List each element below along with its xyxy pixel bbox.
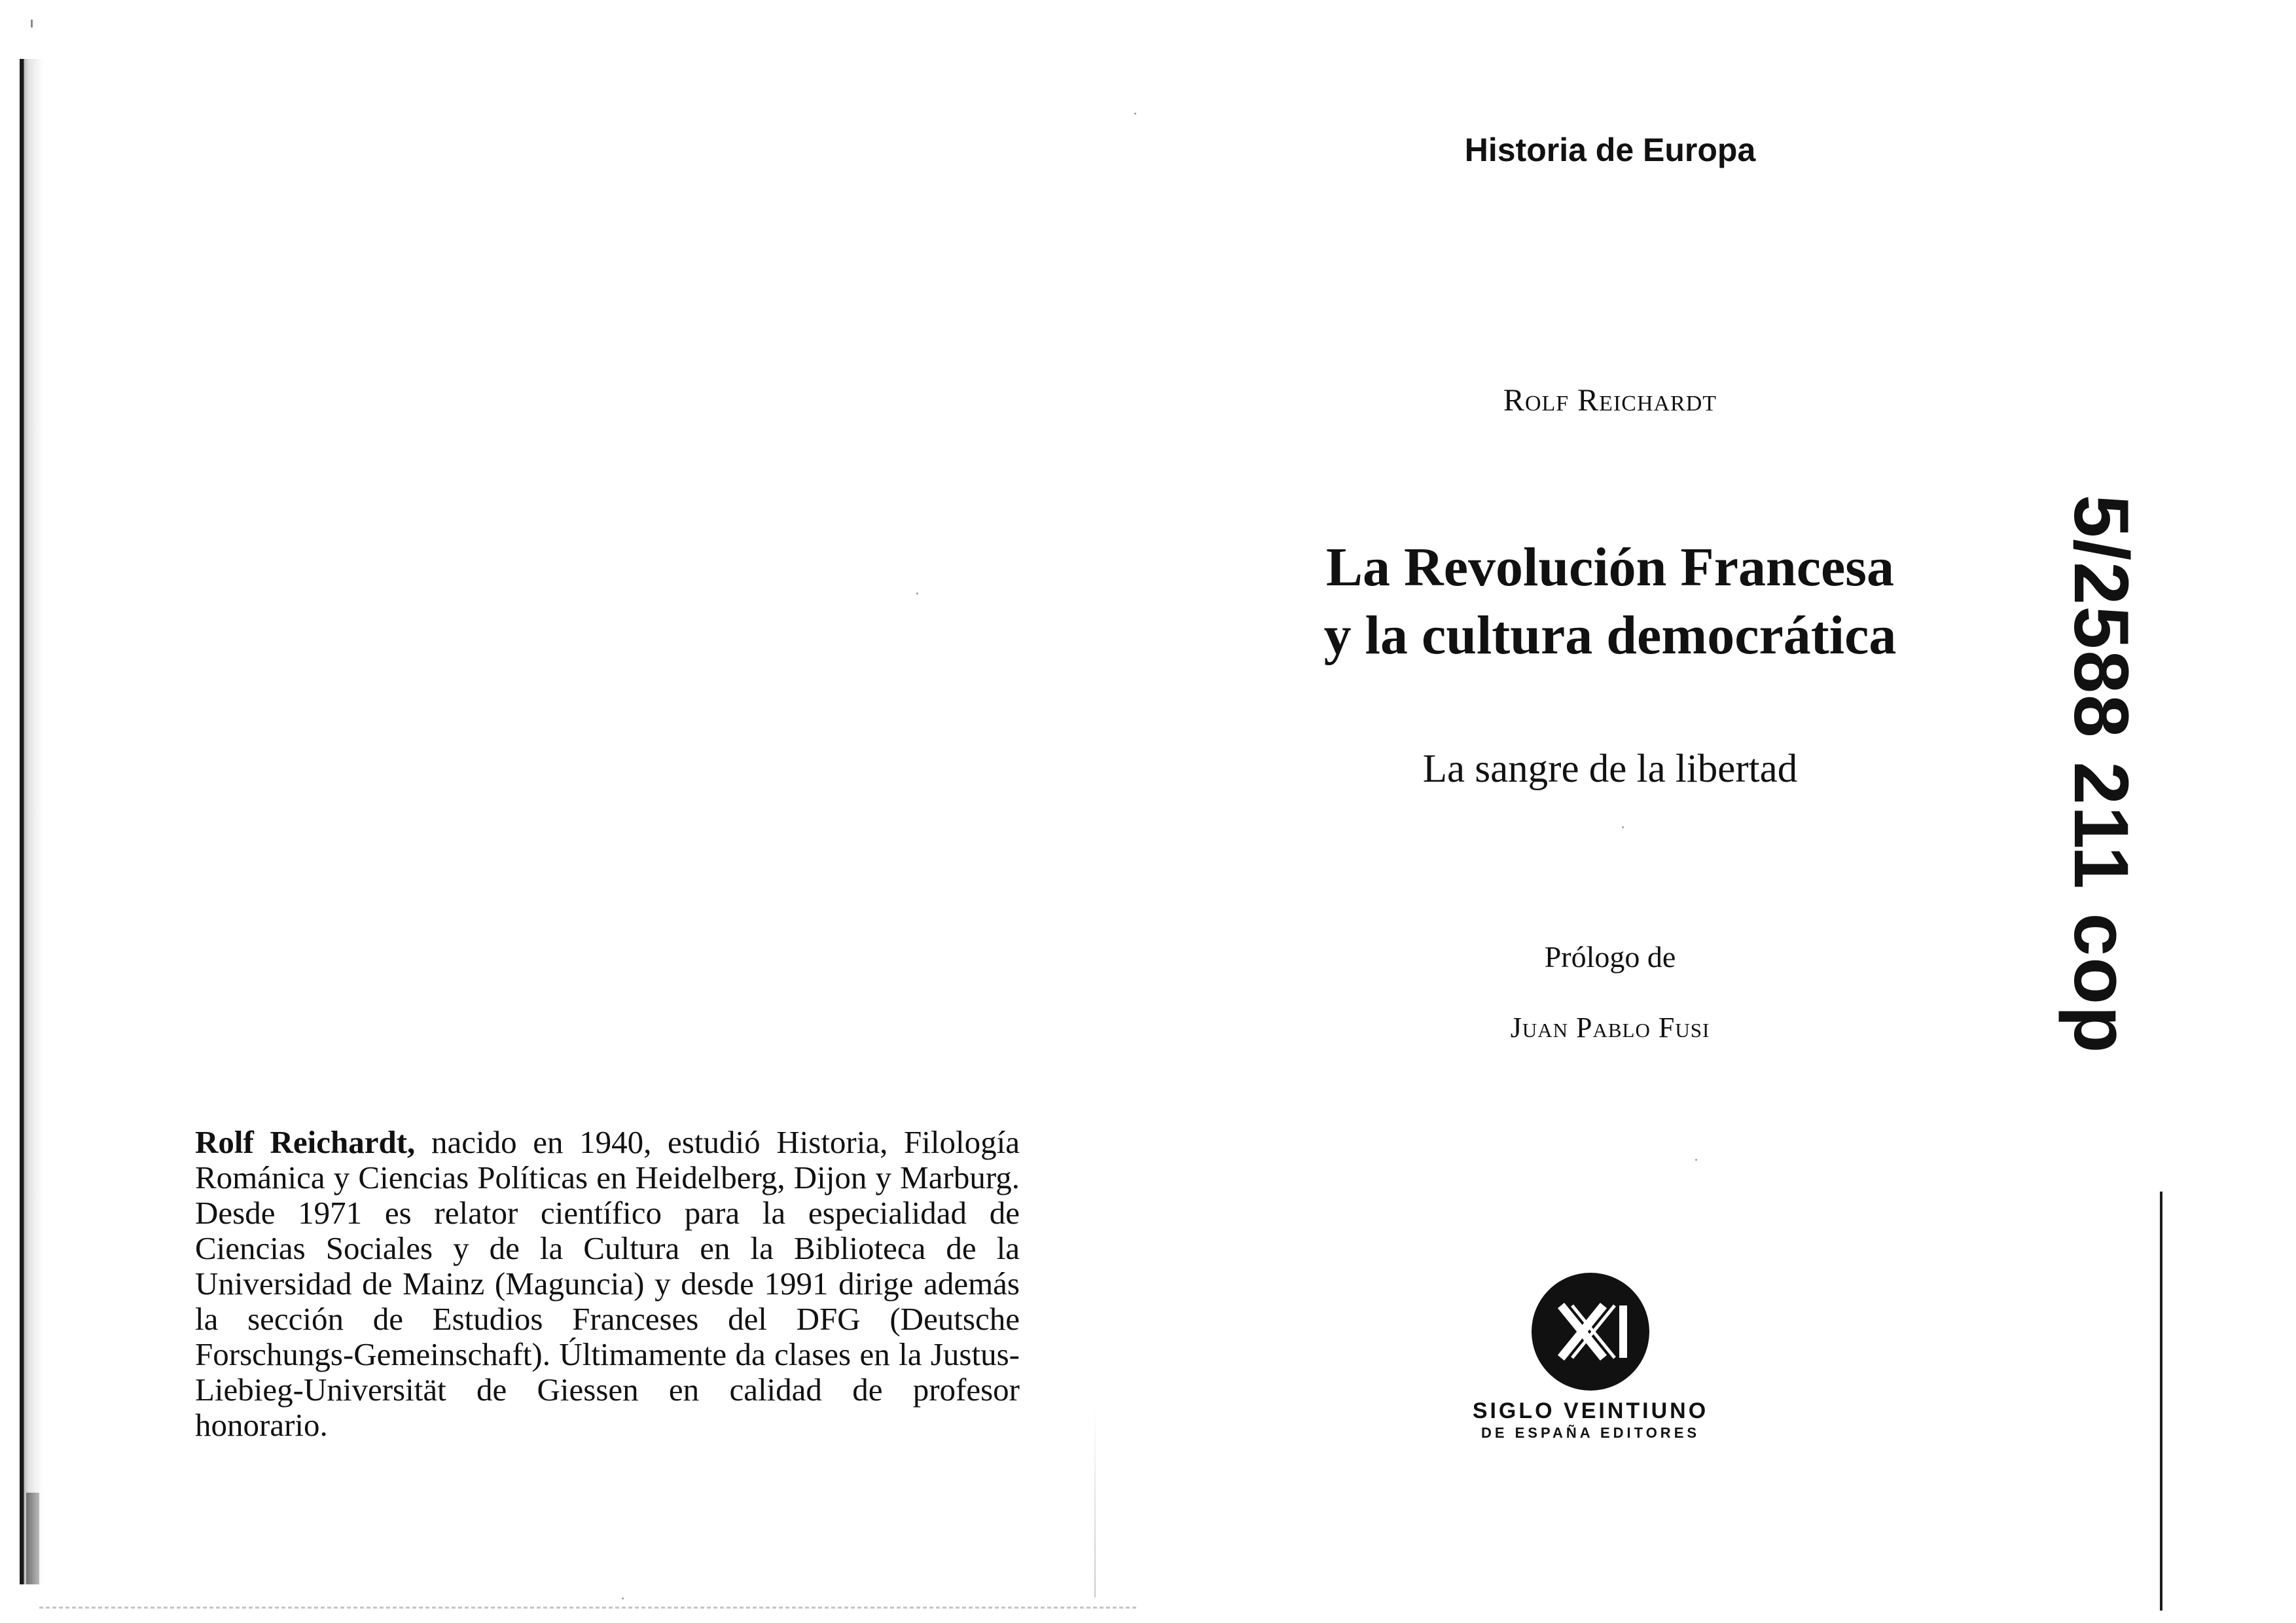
scan-speck — [1622, 826, 1624, 828]
series-title: Historia de Europa — [1464, 132, 1756, 168]
scan-bottom-edge — [39, 1607, 1139, 1609]
biography-text: nacido en 1940, estudió Historia, Filología Románica y Ciencias Políticas en Heidelberg, Dijon y Marburg. Desde 1971 es relator científico para la especialidad de Ciencias Sociales y de la Cultura en la Biblioteca de la Universidad de Mainz (Maguncia) y desde 1991 dirige además la sección de Estudios Franceses del DFG (Deutsche Forschungs-Gemeinschaft). Últimamente da clases en la Justus-Liebieg-Universität de Giessen en calidad de profesor honorario. — [195, 1124, 1020, 1443]
scan-speck — [622, 1597, 624, 1599]
scan-mark — [31, 20, 33, 27]
publisher-subtitle: DE ESPAÑA EDITORES — [1480, 1425, 1700, 1441]
scan-speck — [916, 593, 918, 594]
scan-edge-line — [2160, 1192, 2162, 1611]
siglo-xxi-logo-icon — [1532, 1273, 1649, 1391]
book-title-line: y la cultura democrática — [1323, 605, 1897, 666]
scan-speck — [1695, 1159, 1697, 1161]
scan-spine-shadow-lower — [26, 1493, 39, 1584]
library-call-number: 5/2588 211 cop — [2058, 494, 2144, 1055]
author-biography — [195, 1125, 1020, 1443]
page-fold — [1094, 1408, 1096, 1597]
prologue-author: Juan Pablo Fusi — [1510, 1012, 1710, 1044]
biography-author-name: Rolf Reichardt, — [195, 1124, 416, 1160]
publisher-name: SIGLO VEINTIUNO — [1472, 1398, 1709, 1423]
scan-spine-shadow — [20, 59, 43, 1584]
book-subtitle: La sangre de la libertad — [1422, 747, 1798, 791]
scan-speck — [1134, 113, 1136, 115]
book-author: Rolf Reichardt — [1503, 383, 1717, 418]
prologue-label: Prólogo de — [1544, 940, 1676, 974]
book-title — [1217, 534, 2003, 670]
book-title-line: La Revolución Francesa — [1326, 537, 1894, 598]
